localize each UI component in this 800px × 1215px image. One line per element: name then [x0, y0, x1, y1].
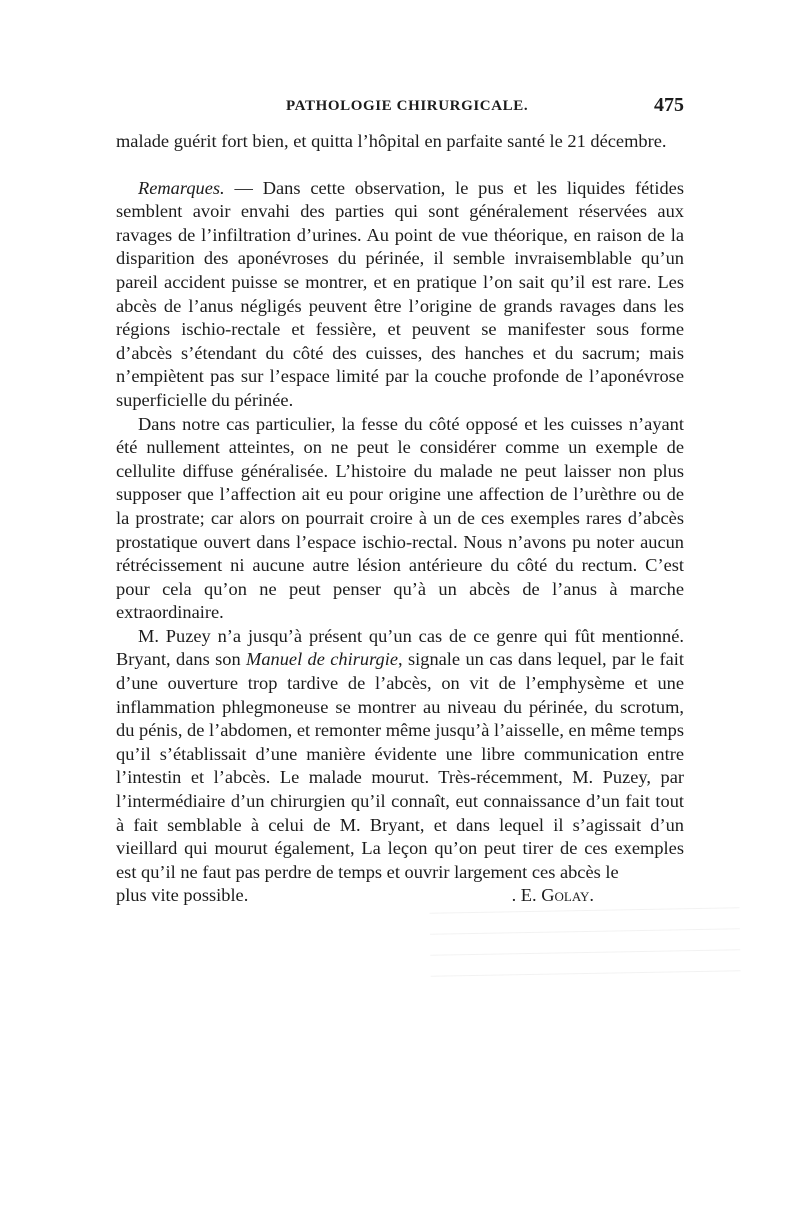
- page-number: 475: [654, 94, 684, 116]
- remarks-text: — Dans cette observation, le pus et les liquides fétides semblent avoir envahi des parties qui sont généralement réservées aux ravages de l’infiltration d’urines. Au point de vue théorique, en raison de la disparition des aponévroses du périnée, il semble invraisemblable qu’un pareil accident puisse se montrer, et en pratique l’on sait qu’il est rare. Les abcès de l’anus négligés peuvent être l’origine de grands ravages dans les régions ischio-rectale et fessière, et peuvent se manifester sous forme d’abcès s’étendant du côté des cuisses, des hanches et du sacrum; mais n’empiètent pas sur l’espace limité par la couche profonde de l’aponévrose superficielle du périnée.: [116, 177, 684, 410]
- page-header: [116, 96, 684, 122]
- closing-text: plus vite possible.: [116, 885, 249, 906]
- bryant-text-1: M. Puzey n’a jusqu’à présent qu’un cas de ce genre qui fût mentionné. Bryant, dans son: [116, 625, 684, 670]
- author-signature: . E. Golay.: [511, 885, 594, 906]
- running-title: PATHOLOGIE CHIRURGICALE.: [286, 98, 529, 114]
- body-text: [116, 130, 684, 908]
- bryant-text-2: , signale un cas dans lequel, par le fait d’une ouverture trop tardive de l’abcès, on vit de l’emphysème et une inflammation phlegmoneuse se montrer au niveau du périnée, du scrotum, du pénis, de l’abdomen, et remonter même jusqu’à l’aisselle, en même temps qu’il s’établissait d’une manière évidente une libre communication entre l’intestin et l’abcès. Le malade mourut. Très-récemment, M. Puzey, par l’intermédiaire d’un chirurgien qu’il connaît, eut connaissance d’un fait tout à fait semblable à celui de M. Bryant, et dans lequel il s’agissait d’un vieillard qui mourut également, La leçon qu’on peut tirer de ces exemples est qu’il ne faut pas perdre de temps et ouvrir largement ces abcès le: [116, 649, 684, 882]
- show-through-texture: [429, 897, 740, 976]
- book-title: Manuel de chirurgie: [246, 649, 399, 670]
- paragraph-case: Dans notre cas particulier, la fesse du côté opposé et les cuisses n’ayant été nullement atteintes, on ne peut le considérer comme un exemple de cellulite diffuse généralisée. L’histoire du malade ne peut laisser non plus supposer que l’affection ait eu pour origine une affection de l’urèthre ou de la prostrate; car alors on pourrait croire à un de ces exemples rares d’abcès prostatique ouvert dans l’espace ischio-rectal. Nous n’avons pu noter aucun rétrécissement ni aucune autre lésion antérieure du côté du rectum. C’est pour cela qu’on ne peut penser qu’à un abcès de l’anus à marche extraordinaire.: [116, 413, 684, 623]
- remarks-label: Remarques.: [138, 177, 225, 198]
- paragraph-remarks: [116, 177, 684, 413]
- paragraph-bryant: [116, 625, 684, 885]
- paragraph-continuation: malade guérit fort bien, et quitta l’hôpital en parfaite santé le 21 décembre.: [116, 131, 667, 151]
